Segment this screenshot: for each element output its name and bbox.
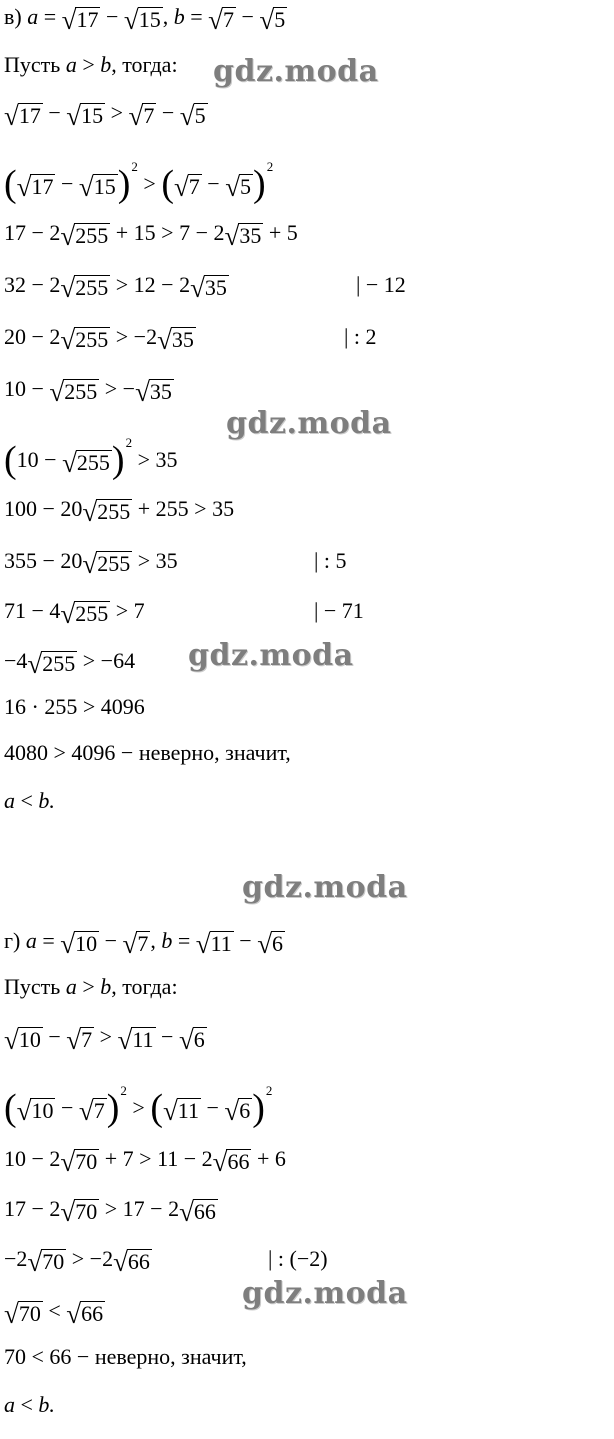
math-line-v-13: 4080 > 4096 − неверно, значит,: [4, 740, 291, 765]
radicand: 17: [31, 174, 54, 199]
radicand: 6: [272, 931, 284, 956]
radicand: 11: [132, 1027, 154, 1052]
radicand: 70: [75, 1149, 98, 1174]
operation-note: | : (−2): [268, 1246, 328, 1271]
text-word: тогда:: [122, 52, 178, 77]
part-label: г): [4, 928, 21, 953]
watermark: gdz.moda: [242, 870, 408, 905]
radicand: 17: [76, 7, 99, 32]
math-line-v-12: 16 · 255 > 4096: [4, 694, 145, 719]
math-line-g-conclusion: a < b.: [4, 1392, 55, 1417]
watermark: gdz.moda: [242, 1276, 408, 1311]
math-line-v-10: 71 − 4 √ 255 > 7: [4, 598, 145, 629]
part-label: в): [4, 4, 22, 29]
operation-note: | : 2: [344, 324, 377, 349]
variable: a: [4, 1392, 15, 1417]
radicand: 6: [239, 1098, 251, 1123]
radicand: 35: [204, 275, 227, 300]
radicand: 255: [75, 327, 109, 352]
radicand: 15: [138, 7, 161, 32]
math-line-v-3: 17 − 2 √ 255 + 15 > 7 − 2 √ 35 + 5: [4, 220, 298, 251]
radicand: 5: [240, 174, 252, 199]
math-line-v-conclusion: a < b.: [4, 788, 55, 813]
radicand: 7: [93, 1098, 105, 1123]
operation-note: | − 12: [356, 272, 406, 297]
radicand: 7: [137, 931, 149, 956]
radicand: 35: [149, 379, 172, 404]
radicand: 70: [42, 1249, 65, 1274]
math-line-g-1: √ 10 − √ 7 > √ 11 − √ 6: [4, 1024, 205, 1055]
math-line-v-5: 20 − 2 √ 255 > −2 √ 35: [4, 324, 194, 355]
radicand: 6: [193, 1027, 205, 1052]
math-line-g-def: г) a = √ 10 − √ 7 , b = √ 11 − √ 6: [4, 928, 284, 959]
radicand: 255: [75, 223, 109, 248]
radicand: 255: [76, 450, 110, 475]
watermark: gdz.moda: [213, 54, 379, 89]
math-line-v-4: 32 − 2 √ 255 > 12 − 2 √ 35: [4, 272, 227, 303]
radicand: 70: [75, 1199, 98, 1224]
radicand: 35: [239, 223, 262, 248]
radicand: 11: [177, 1098, 199, 1123]
math-line-g-4: 17 − 2 √ 70 > 17 − 2 √ 66: [4, 1196, 216, 1227]
math-line-g-6: √ 70 < √ 66: [4, 1298, 104, 1329]
radicand: 17: [18, 103, 41, 128]
radicand: 15: [81, 103, 104, 128]
radicand: 255: [97, 551, 131, 576]
radicand: 66: [81, 1301, 104, 1326]
math-line-g-3: 10 − 2 √ 70 + 7 > 11 − 2 √ 66 + 6: [4, 1146, 286, 1177]
radicand: 255: [64, 379, 98, 404]
math-line-v-def: в) a = √ 17 − √ 15 , b = √ 7 − √ 5: [4, 4, 286, 35]
radicand: 7: [222, 7, 234, 32]
math-line-g-assume: Пусть a > b, тогда:: [4, 974, 178, 999]
radicand: 255: [42, 651, 76, 676]
math-line-g-5: −2 √ 70 > −2 √ 66: [4, 1246, 150, 1277]
variable: b.: [38, 1392, 55, 1417]
radicand: 255: [75, 601, 109, 626]
math-line-v-2: ( √ 17 − √ 15 )$^2$ > ( √ 7 − √ 5 )$^2$: [4, 159, 274, 205]
watermark: gdz.moda: [188, 638, 354, 673]
radicand: 66: [227, 1149, 250, 1174]
radicand: 10: [31, 1098, 54, 1123]
math-line-g-2: ( √ 10 − √ 7 )$^2$ > ( √ 11 − √ 6 )$^2$: [4, 1083, 273, 1129]
radicand: 70: [18, 1301, 41, 1326]
text-word: неверно, значит,: [94, 1344, 247, 1369]
radicand: 10: [75, 931, 98, 956]
radicand: 5: [274, 7, 286, 32]
variable: a: [4, 788, 15, 813]
math-line-g-7: 70 < 66 − неверно, значит,: [4, 1344, 247, 1369]
operation-note: | − 71: [314, 598, 364, 623]
radicand: 10: [18, 1027, 41, 1052]
radicand: 7: [188, 174, 200, 199]
radicand: 66: [193, 1199, 216, 1224]
math-line-v-assume: Пусть a > b, тогда:: [4, 52, 178, 77]
math-line-v-7: (10 − √ 255 )$^2$ > 35: [4, 435, 178, 481]
text-word: тогда:: [122, 974, 178, 999]
math-line-v-11: −4 √ 255 > −64: [4, 648, 136, 679]
radicand: 7: [81, 1027, 93, 1052]
math-line-v-6: 10 − √ 255 > − √ 35: [4, 376, 172, 407]
text-word: Пусть: [4, 974, 61, 999]
radicand: 66: [127, 1249, 150, 1274]
watermark: gdz.moda: [226, 406, 392, 441]
radicand: 7: [143, 103, 155, 128]
variable: b.: [38, 788, 55, 813]
math-line-v-1: √ 17 − √ 15 > √ 7 − √ 5: [4, 100, 206, 131]
math-line-v-8: 100 − 20 √ 255 + 255 > 35: [4, 496, 235, 527]
math-line-v-9: 355 − 20 √ 255 > 35: [4, 548, 178, 579]
radicand: 11: [210, 931, 232, 956]
radicand: 35: [171, 327, 194, 352]
radicand: 255: [75, 275, 109, 300]
text-word: неверно, значит,: [138, 740, 291, 765]
radicand: 15: [93, 174, 116, 199]
text-word: Пусть: [4, 52, 61, 77]
operation-note: | : 5: [314, 548, 347, 573]
radicand: 5: [194, 103, 206, 128]
radicand: 255: [97, 499, 131, 524]
